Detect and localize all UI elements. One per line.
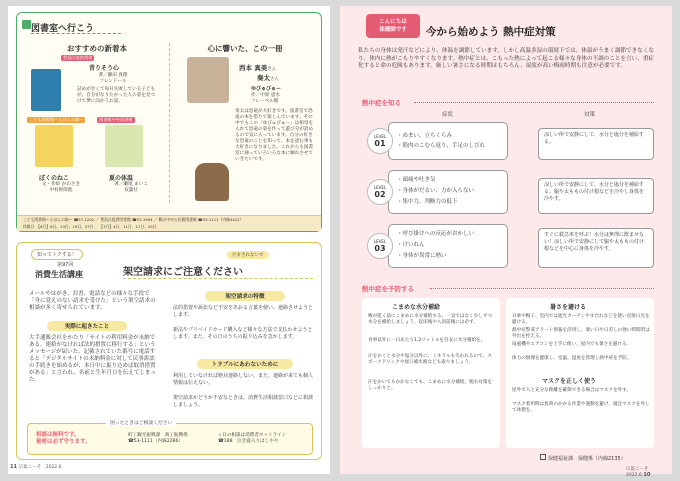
book3-author: 著／瀬尾 まいこ 双葉社 bbox=[114, 182, 148, 193]
level-3-badge bbox=[367, 233, 393, 259]
reviewer-photo bbox=[187, 57, 229, 103]
intro-text: 私たちの身体は発汗などにより、体温を調節しています。しかし高温多湿の環境下では、体温がうまく調節できなくなり、体内に熱がこもりやすくなります。熱中症とは、こもった熱によって起こる様々な身体の不調のことを言い、重症化すると命の危険もあります。厳しい暑さになる時期はもちろん、湿度が高い梅雨時期も注意が必要です。 bbox=[358, 48, 655, 70]
book3-cover bbox=[105, 125, 143, 167]
reviewer2-name-text: 奏太 bbox=[257, 74, 270, 82]
level-3-box bbox=[373, 224, 508, 268]
title-underline bbox=[123, 278, 313, 279]
intro-text: メールやはがき、封書、電話などの様々な手段で「身に覚えのない請求を受けた」という架空請求の相談が多く寄せられています。 bbox=[29, 291, 156, 311]
feature-item-2: 新法やプリペイドカード購入など様々な方法で支払わせようとします。また、その日のうちの振り込みを急かします。 bbox=[173, 327, 313, 340]
library-contacts: こども図書館～えほんの森～ ☎57-1202 ／ 豊島区提供図書館 ☎53-1994 ／ 鶴川中央公民館図書館 ☎53-1111（内線4412） bbox=[23, 217, 244, 222]
prevent-item-2: 架空請求かどうか不安なときは、消費生活相談窓口などに相談しましょう。 bbox=[173, 395, 314, 408]
features-head: 架空請求の特徴 bbox=[205, 291, 285, 301]
new-books-title: おすすめの新着本 bbox=[66, 44, 128, 53]
consult-line: 困ったときはご相談ください bbox=[106, 419, 176, 426]
prevent-rule bbox=[430, 288, 654, 289]
level-2-badge bbox=[367, 179, 393, 205]
mask-item-2: マスク着用時は負荷のかかる作業や運動を避け、適宜マスクを外して休憩を。 bbox=[512, 402, 650, 413]
prevent-item-1: 利用していなければ絶対連絡しない。また、連絡が来ても個人情報は伝えない。 bbox=[173, 373, 314, 386]
dinosaur-illustration bbox=[195, 163, 229, 201]
library-icon bbox=[22, 20, 31, 29]
library-closed-days: 休館日 【6月】6日、13日、19日、27日 【7月】4日、11日、17日、25日 bbox=[23, 224, 157, 229]
left-page-num: 11 bbox=[10, 464, 17, 470]
review-book-author: 作／中原 恵水 フレーベル館 bbox=[251, 93, 281, 104]
level-1-symptom-1: ・めまい、立ちくらみ bbox=[397, 133, 453, 139]
consumer-label: 消費生活講座 bbox=[35, 270, 83, 279]
consult-center: 町工観光振興課 商工振興係 ☎53-1111（内線2286） bbox=[128, 433, 188, 444]
level-1-symptom-2: ・筋肉のこむら返り、手足のしびれ bbox=[397, 143, 486, 149]
level-2-measure: 涼しい所で安静にして、水分と塩分を補給する。脇や太ももの付け根などを冷やし身体を冷やす。 bbox=[538, 178, 654, 214]
review-book-title: ゆびゅびゅー bbox=[251, 86, 282, 92]
book2-title: ぼくのねこ bbox=[39, 175, 70, 182]
heat-item-1: 日傘や帽子、室内では遮光カーテンやすだれなどを使い直射日光を避ける。 bbox=[512, 314, 650, 325]
book3-title: 夏の体温 bbox=[109, 175, 134, 182]
level-2-label: LEVEL bbox=[373, 185, 387, 190]
book2-cover bbox=[35, 125, 73, 167]
phone-icon bbox=[540, 454, 546, 460]
heat-head: 暑さを避ける bbox=[550, 304, 587, 311]
know-rule bbox=[414, 102, 654, 103]
library-section bbox=[16, 12, 322, 232]
feature-item-1: 法的措置や訴訟など不安をあおる言葉を使い、連絡させようとします。 bbox=[173, 305, 314, 318]
right-page bbox=[340, 6, 672, 478]
right-page-num: 10 bbox=[643, 472, 651, 478]
level-1-num: 01 bbox=[374, 139, 386, 148]
level-1-measure: 涼しい所で安静にして、水分と塩分を補給する。 bbox=[538, 128, 654, 160]
book2-tag: こども図書館～えほんの森～ bbox=[29, 117, 84, 122]
level-3-num: 03 bbox=[374, 244, 386, 253]
heat-panel bbox=[506, 298, 654, 448]
contact-line bbox=[540, 454, 626, 462]
reviewer1-name-text: 西本 真美 bbox=[239, 64, 268, 72]
heat-item-3: 扇風機やエアコンを上手に使い、屋内でも暑さを避ける。 bbox=[512, 342, 632, 347]
book1-cover bbox=[31, 69, 61, 111]
reviewer2-suffix: さん bbox=[270, 77, 279, 82]
water-item-4: 汗をかいてもかかなくても、こまめに水分補給。脱水対策をしっかりと。 bbox=[368, 380, 493, 391]
book3-tag: 図書館中央図書館 bbox=[99, 117, 133, 122]
left-page-footer: 広報こーそ 2022.6 bbox=[18, 465, 62, 470]
heat-item-2: 熱中症警戒アラート情報を活用し、暑い日や日差しの強い時間帯は外出を控える。 bbox=[512, 328, 650, 339]
case-head: 実際に起きたこと bbox=[47, 321, 127, 331]
consumer-section bbox=[16, 242, 322, 460]
health-badge: こんにちは 保健師です bbox=[366, 14, 420, 38]
level-3-symptom-2: ・けいれん bbox=[397, 242, 425, 248]
level-3-symptom-1: ・呼び掛けへの反応がおかしい bbox=[397, 231, 475, 237]
know-title: 熱中症を知る bbox=[362, 99, 401, 107]
level-2-symptom-2: ・身体がだるい、力が入らない bbox=[397, 188, 475, 194]
impressed-title: 心に響いた、この一冊 bbox=[207, 44, 283, 53]
consult-left: 相談は無料です。 秘密は必ず守ります。 bbox=[36, 432, 91, 445]
heat-item-4: 体力の無理を健康し、室温、湿度を管理し熱中症を予防。 bbox=[512, 356, 632, 361]
measure-header: 対策 bbox=[584, 112, 596, 118]
water-item-3: 汗をかくと水分や塩分以外に、ミネラルも失われるので、スポーツドリンクや経口補水液なども取りましょう。 bbox=[368, 354, 492, 365]
reviewer2-name bbox=[257, 73, 279, 82]
level-3-symptom-3: ・身体が異常に熱い bbox=[397, 253, 447, 259]
level-1-label: LEVEL bbox=[373, 134, 387, 139]
prevent-title: 熱中症を予防する bbox=[362, 285, 414, 293]
level-3-label: LEVEL bbox=[373, 239, 387, 244]
page-title: 今から始めよう 熱中症対策 bbox=[426, 26, 556, 38]
water-panel bbox=[362, 298, 500, 448]
right-page-footer: 広報こーそ 2022.6 bbox=[626, 467, 653, 478]
fraud-tag: だまされないで bbox=[227, 251, 269, 259]
mask-item-1: 屋外で人と充分な距離を確保できる場合はマスクを外す。 bbox=[512, 388, 632, 393]
right-page-number bbox=[626, 466, 672, 478]
level-1-box bbox=[373, 122, 508, 160]
book1-author: 著／藤田 真理 フレンドール bbox=[98, 73, 128, 84]
book1-tag: 豊島区提供図書 bbox=[63, 55, 93, 60]
contact-text: 保健福祉課 保健係（内線2135） bbox=[548, 456, 626, 462]
reviewer1-suffix: さん bbox=[267, 67, 277, 72]
consult-right: ☆日の相談は消費者ホットライン ☎188 泣き寝入りはしやや bbox=[218, 433, 287, 444]
left-page-number bbox=[10, 464, 61, 470]
level-2-num: 02 bbox=[374, 190, 386, 199]
library-header: 図書室へ行こう bbox=[31, 24, 95, 34]
consumer-badge: 知ってトクする！ bbox=[31, 249, 83, 260]
book1-desc: 詰めが甘くて毎日失敗している子どもが、自分がなりたかった人の姿を見つけて夢に向かうお話。 bbox=[77, 87, 156, 104]
symptom-header: 症状 bbox=[442, 112, 454, 118]
mask-head: マスクを正しく使う bbox=[542, 378, 597, 385]
header-underline bbox=[31, 33, 121, 34]
water-item-2: 食事以外に一日あたり1.2リットルを目安に水分補給を。 bbox=[368, 338, 486, 343]
water-item-1: 喉が乾く前にこまめに水分補給する。一気ではなく少しずつ水分を補給しましょう。起床後や入浴前後には必ず。 bbox=[368, 314, 493, 325]
level-3-measure: すぐに救急車を呼ぶ！水分は無理に飲ませない！涼しい所で安静にして脇や太ももの付け根などを中心に身体を冷やす。 bbox=[538, 228, 654, 268]
case-text: 大手通販会社をかたり「サイトの利用料金が未納である。連絡がなければ法的措置に移行する」というメッセージが届いた。記載されていた番号に電話すると「デジタルサイトの未納料金に対して民事訴訟の手続きを始めるが、本日中に振り込めば取消措置がある」と言われ、名前と生年月日を伝えてしまった。 bbox=[29, 335, 156, 383]
level-1-badge bbox=[367, 128, 393, 154]
water-head: こまめな水分補給 bbox=[392, 304, 441, 311]
library-footer bbox=[17, 215, 321, 231]
prevent-head: トラブルにあわないために bbox=[197, 359, 293, 369]
book2-author: 文・作絵 かわさき 中村幹郎他 bbox=[41, 182, 81, 193]
book1-title: 青りそう心 bbox=[89, 65, 120, 72]
level-2-box bbox=[373, 170, 508, 214]
level-2-symptom-3: ・集中力、判断力の低下 bbox=[397, 199, 458, 205]
fraud-title: 架空請求にご注意ください bbox=[123, 267, 243, 278]
consumer-series: 第97回 bbox=[57, 262, 74, 268]
column-divider bbox=[169, 43, 170, 203]
consult-box bbox=[27, 423, 313, 455]
left-page bbox=[8, 6, 330, 474]
reviewer1-name bbox=[239, 63, 276, 72]
level-2-symptom-1: ・頭痛や吐き気 bbox=[397, 177, 436, 183]
review-text: 奏太は恐竜が大好きです。図書室で恐竜の本を借りて楽しんでいます。その中でもこの「ゆびゅびゅー」は祖母を入れて恐竜の姿を作って遊び分が読めるので気に入っています。自分の好きな恐竜のことを知って、本を読む事も大好きになりました。これからも図書室に通っていろいろな本に触れさせていきたいです。 bbox=[235, 109, 314, 162]
